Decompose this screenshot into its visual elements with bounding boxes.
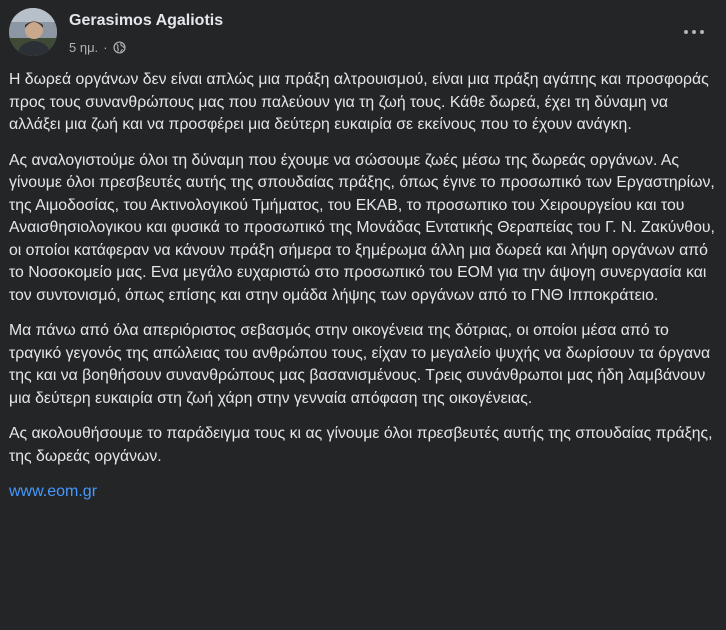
author-name[interactable]: Gerasimos Agaliotis [69, 12, 224, 29]
meta-separator: · [103, 39, 108, 55]
post-paragraph: Ας ακολουθήσουμε το παράδειγμα τους κι ας γίνουμε όλοι πρεσβευτές αυτής της σπουδαίας πράξης, της δωρεάς οργάνων. [9, 425, 713, 465]
post-paragraph: Η δωρεά οργάνων δεν είναι απλώς μια πράξη αλτρουισμού, είναι μια πράξη αγάπης και προσφοράς προς τους συνανθρώπους μας που παλεύουν για τη ζωή τους. Κάθε δωρεά, έχει τη δύναμη να αλλάξει μια ζωή και να προσφέρει μια δεύτερη ευκαιρία σε εκείνους που το έχουν ανάγκη. [9, 71, 709, 133]
post-meta [69, 38, 126, 56]
globe-icon[interactable] [113, 41, 126, 54]
author-avatar[interactable] [9, 8, 57, 56]
more-options-icon[interactable] [676, 18, 712, 46]
post-paragraph: Μα πάνω από όλα απεριόριστος σεβασμός στην οικογένεια της δότριας, οι οποίοι μέσα από το τραγικό γεγονός της απώλειας του ανθρώπου τους, είχαν το μεγαλείο ψυχής να δωρίσουν τα όργανα της και να βοηθήσουν συνανθρώπους μας βασανισμένους. Τρεις συνάνθρωποι μας ήδη λαμβάνουν μια δεύτερη ευκαιρία στη ζωή χάρη στην γενναία απόφαση της οικογένειας. [9, 322, 711, 407]
post-body [9, 69, 715, 504]
eom-link[interactable]: www.eom.gr [9, 483, 98, 500]
post-timestamp[interactable]: 5 ημ. [69, 39, 99, 55]
avatar-photo [9, 8, 57, 56]
post-paragraph: Ας αναλογιστούμε όλοι τη δύναμη που έχουμε να σώσουμε ζωές μέσω της δωρεάς οργάνων. Ας γίνουμε όλοι πρεσβευτές αυτής της σπουδαίας πράξης, όπως έγινε το προσωπικό των Εργαστηρίων, της Αιμοδοσίας, του Ακτινολογικού Τμήματος, του ΕΚΑΒ, το προσωπικο του Χειρουργείου και του Αναισθησιολογικου και φυσικά το προσωπικό της Μονάδας Εντατικής Θεραπείας του Γ. Ν. Ζακύνθου, οι οποίοι κατάφεραν να κάνουν πράξη σήμερα το ξημέρωμα άλλη μια δωρεά και λήψη οργάνων από το Νοσοκομείο μας. Ενα μεγάλο ευχαριστώ στο προσωπικό του ΕΟΜ για την άψογη συνεργασία και τον συντονισμό, όπως επίσης και στην ομάδα λήψης των οργάνων από το ΓΝΘ Ιπποκράτειο. [9, 151, 715, 304]
